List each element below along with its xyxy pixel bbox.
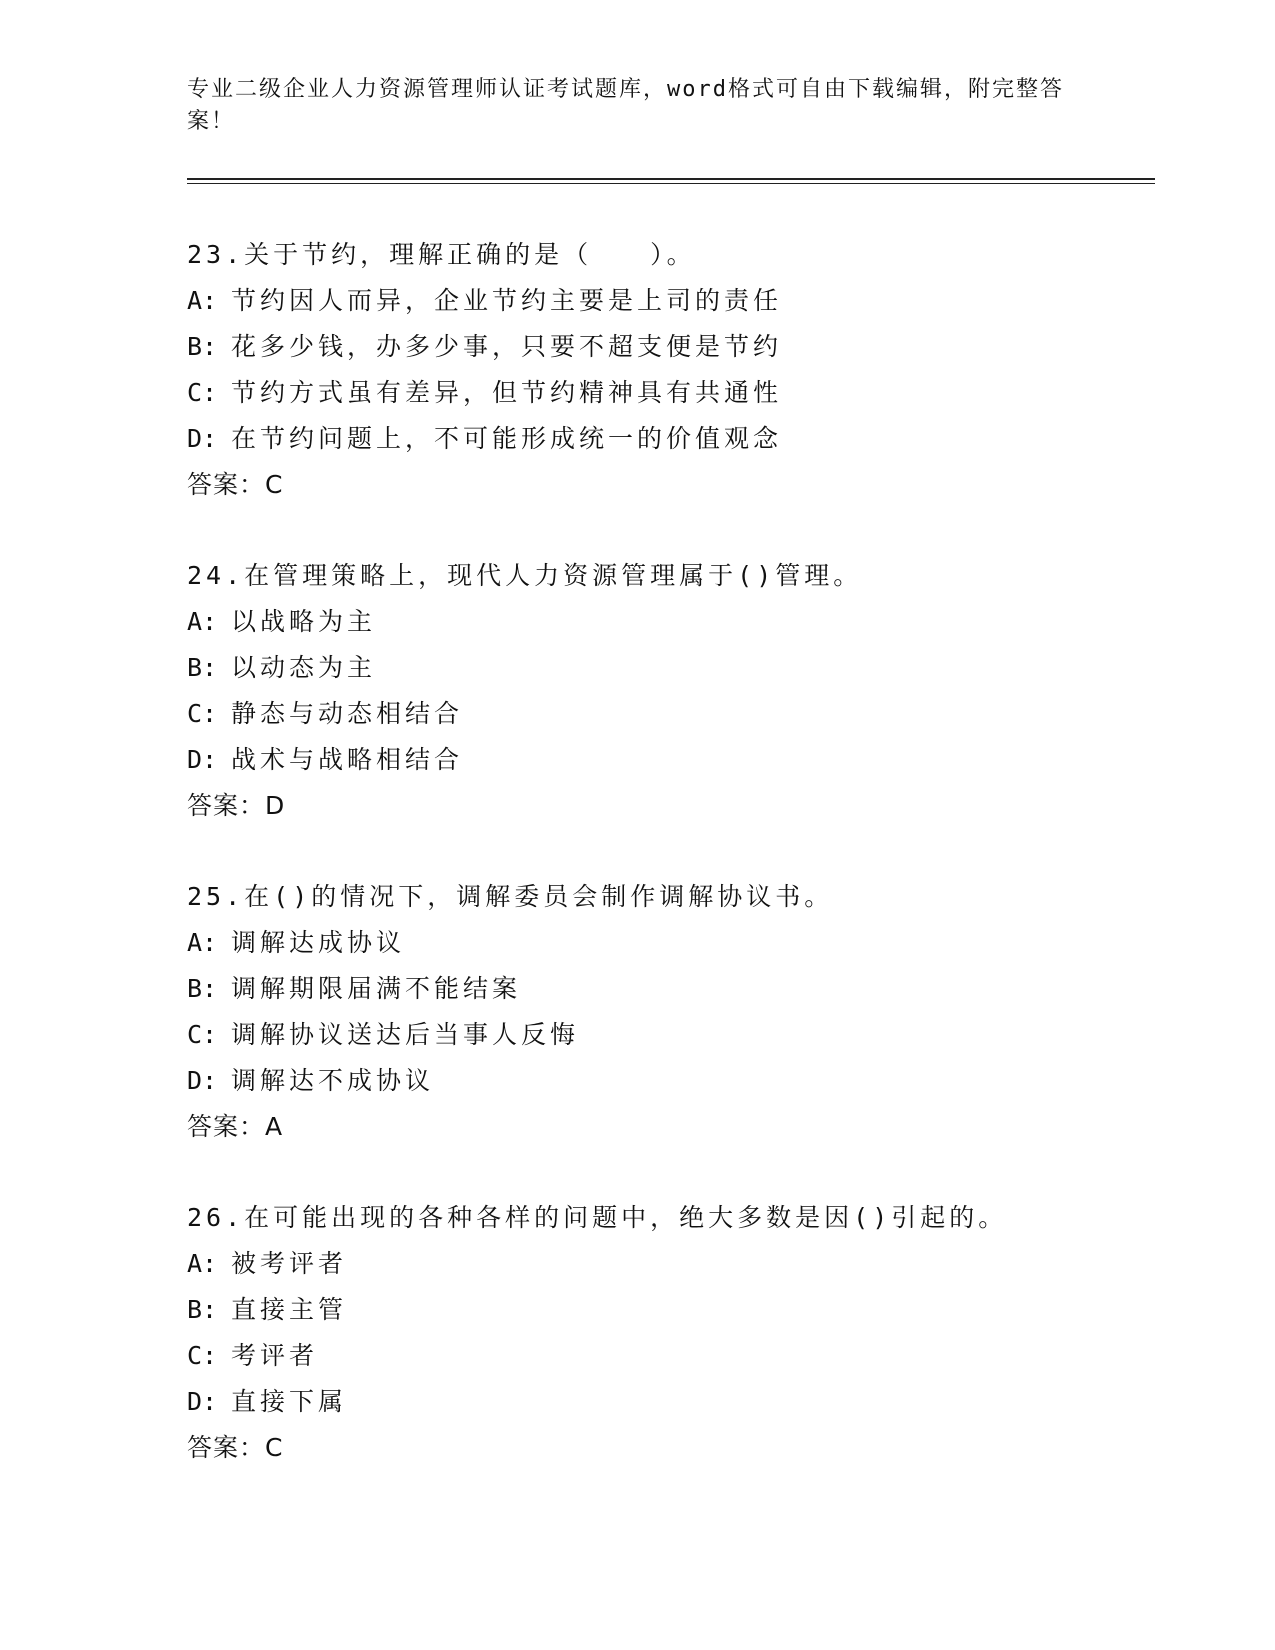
option-letter: A:	[187, 1249, 218, 1278]
option-text: 节约方式虽有差异，但节约精神具有共通性	[231, 378, 783, 407]
option-text: 以战略为主	[231, 607, 377, 636]
option-letter: C:	[187, 1020, 218, 1049]
option-text: 直接下属	[231, 1387, 348, 1416]
question-25	[187, 874, 1147, 1150]
question-23	[187, 232, 1147, 508]
option-letter: D:	[187, 745, 218, 774]
option-c	[187, 1333, 1147, 1379]
option-letter: B:	[187, 1295, 218, 1324]
option-text: 调解期限届满不能结案	[231, 974, 522, 1003]
option-d	[187, 737, 1147, 783]
option-letter: C:	[187, 378, 218, 407]
option-b	[187, 1287, 1147, 1333]
option-text: 调解协议送达后当事人反悔	[231, 1020, 580, 1049]
option-text: 被考评者	[231, 1249, 348, 1278]
option-c	[187, 691, 1147, 737]
option-d	[187, 1379, 1147, 1425]
option-text: 调解达不成协议	[231, 1066, 435, 1095]
option-text: 战术与战略相结合	[231, 745, 464, 774]
option-text: 节约因人而异，企业节约主要是上司的责任	[231, 286, 783, 315]
option-a	[187, 1241, 1147, 1287]
option-c	[187, 370, 1147, 416]
option-d	[187, 1058, 1147, 1104]
answer-line: 答案：C	[187, 470, 284, 499]
option-d	[187, 416, 1147, 462]
header-divider-thick	[187, 178, 1155, 180]
option-letter: C:	[187, 1341, 218, 1370]
option-text: 考评者	[231, 1341, 319, 1370]
question-stem: 26.在可能出现的各种各样的问题中，绝大多数是因()引起的。	[187, 1203, 1008, 1232]
question-stem: 25.在()的情况下，调解委员会制作调解协议书。	[187, 882, 834, 911]
option-b	[187, 324, 1147, 370]
option-letter: B:	[187, 332, 218, 361]
answer-line: 答案：C	[187, 1433, 284, 1462]
option-letter: D:	[187, 424, 218, 453]
option-letter: B:	[187, 974, 218, 1003]
option-letter: A:	[187, 286, 218, 315]
option-a	[187, 599, 1147, 645]
option-c	[187, 1012, 1147, 1058]
option-text: 调解达成协议	[231, 928, 406, 957]
option-letter: D:	[187, 1387, 218, 1416]
question-stem: 23.关于节约，理解正确的是（ ）。	[187, 240, 696, 269]
question-26	[187, 1195, 1147, 1471]
question-stem: 24.在管理策略上，现代人力资源管理属于()管理。	[187, 561, 863, 590]
option-text: 静态与动态相结合	[231, 699, 464, 728]
option-text: 在节约问题上，不可能形成统一的价值观念	[231, 424, 783, 453]
answer-line: 答案：D	[187, 791, 286, 820]
option-letter: B:	[187, 653, 218, 682]
option-text: 直接主管	[231, 1295, 348, 1324]
option-letter: D:	[187, 1066, 218, 1095]
option-letter: A:	[187, 928, 218, 957]
question-list	[187, 232, 1147, 1516]
document-header: 专业二级企业人力资源管理师认证考试题库，word格式可自由下载编辑，附完整答案！	[187, 77, 1064, 134]
option-letter: A:	[187, 607, 218, 636]
option-text: 花多少钱，办多少事，只要不超支便是节约	[231, 332, 783, 361]
option-b	[187, 645, 1147, 691]
option-text: 以动态为主	[231, 653, 377, 682]
option-b	[187, 966, 1147, 1012]
answer-line: 答案：A	[187, 1112, 284, 1141]
header-divider-thin	[187, 183, 1155, 184]
question-24	[187, 553, 1147, 829]
option-a	[187, 920, 1147, 966]
option-a	[187, 278, 1147, 324]
option-letter: C:	[187, 699, 218, 728]
